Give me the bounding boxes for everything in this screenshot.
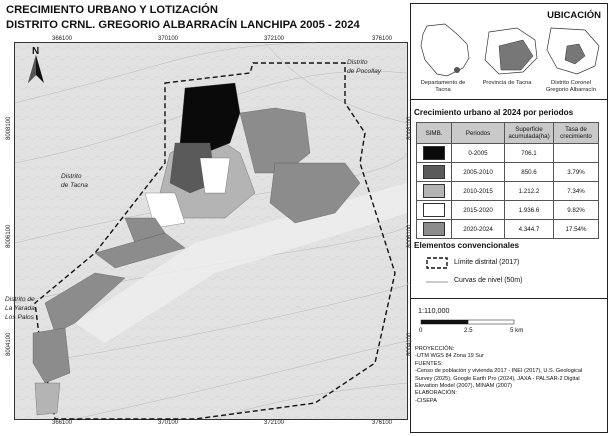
area-cell: 4.344.7 [505, 220, 554, 239]
source-line: PROYECCIÓN: [415, 346, 455, 352]
location-label-province: Provincia de Tacna [482, 80, 532, 86]
symbol-cell [417, 220, 452, 239]
right-tick: 8006100 [407, 224, 413, 248]
color-swatch [423, 184, 445, 198]
label-tacna-1: Distrito [61, 173, 82, 180]
left-tick: 8008100 [6, 116, 12, 140]
symbol-cell [417, 144, 452, 163]
legend-boundary-label: Límite distrital (2017) [454, 259, 520, 266]
bottom-tick: 366100 [52, 420, 73, 426]
area-cell: 1.212.2 [505, 182, 554, 201]
label-tacna-2: de Tacna [61, 182, 88, 189]
growth-title: Crecimiento urbano al 2024 por periodos [414, 108, 574, 117]
source-line: Survey (2025), Google Earth Pro (2024), JAXA - PALSAR-2 Digital [415, 375, 580, 382]
table-row [417, 201, 599, 220]
legend-title: Elementos convencionales [414, 241, 520, 250]
scale-bar [420, 319, 516, 325]
scale-tick-1: 2.5 [464, 327, 473, 334]
scale-ratio: 1:110,000 [418, 306, 450, 315]
tacna-department-marker [454, 67, 460, 73]
rate-cell: 7.34% [554, 182, 599, 201]
source-line: -UTM WGS 84 Zona 19 Sur [415, 353, 485, 360]
header-symbol: SIMB. [417, 123, 452, 144]
period-cell: 2005-2010 [452, 163, 505, 182]
top-tick: 372100 [264, 36, 285, 42]
right-tick: 8004100 [407, 332, 413, 356]
table-row [417, 144, 599, 163]
title-line-1: CRECIMIENTO URBANO Y LOTIZACIÓN [6, 4, 218, 16]
peru-map [421, 24, 469, 76]
color-swatch [423, 165, 445, 179]
color-swatch [423, 222, 445, 236]
divider [410, 298, 608, 299]
district-boundary-symbol [426, 257, 448, 269]
source-line: Elevation Model (2007), MINAM (2007) [415, 383, 513, 390]
location-label-district: Distrito Coronel Gregorio Albarracín [545, 80, 597, 93]
table-row [417, 220, 599, 239]
source-line: -Censo de población y vivienda 2017 - INEI (2017), U.S. Geological [415, 368, 583, 375]
symbol-cell [417, 201, 452, 220]
source-line: FUENTES: [415, 360, 443, 367]
source-line: ELABORACIÓN: [415, 390, 457, 397]
period-cell: 2010-2015 [452, 182, 505, 201]
bottom-tick: 372100 [264, 420, 285, 426]
location-title: UBICACIÓN [547, 10, 601, 21]
top-tick: 370100 [158, 36, 179, 42]
bottom-tick: 370100 [158, 420, 179, 426]
source-line: -CISEPA [415, 397, 437, 404]
title-line-2: DISTRITO CRNL. GREGORIO ALBARRACÍN LANCHIPA 2005 - 2024 [6, 18, 360, 31]
area-cell: 1.936.6 [505, 201, 554, 220]
left-tick: 8004100 [6, 332, 12, 356]
scale-tick-0: 0 [419, 327, 423, 334]
header-area: Superficie acumulada(ha) [505, 123, 554, 144]
symbol-cell [417, 182, 452, 201]
north-arrow-icon [26, 55, 46, 85]
header-rate: Tasa de crecimiento [554, 123, 599, 144]
left-tick: 8006100 [6, 224, 12, 248]
map-canvas [15, 43, 407, 419]
label-pocollay-2: de Pocollay [347, 68, 382, 75]
table-row [417, 163, 599, 182]
north-letter: N [32, 46, 40, 57]
top-tick: 366100 [52, 36, 73, 42]
top-tick: 376100 [372, 36, 393, 42]
label-yarada-3: Los Palos [5, 314, 34, 321]
source-block [415, 346, 603, 405]
rate-cell: 9.82% [554, 201, 599, 220]
period-cell: 0-2005 [452, 144, 505, 163]
location-label-department: Departamento de Tacna [420, 80, 466, 93]
color-swatch [423, 203, 445, 217]
rate-cell: 17.54% [554, 220, 599, 239]
legend-contour-label: Curvas de nivel (50m) [454, 277, 523, 284]
period-cell: 2015-2020 [452, 201, 505, 220]
rate-cell [554, 144, 599, 163]
symbol-cell [417, 163, 452, 182]
contour-symbol [426, 279, 448, 285]
scale-tick-2: 5 km [510, 327, 524, 334]
label-yarada-1: Distrito de [5, 296, 35, 303]
header-period: Periodos [452, 123, 505, 144]
growth-table [416, 122, 599, 239]
rate-cell: 3.79% [554, 163, 599, 182]
location-section [411, 4, 607, 100]
location-maps [417, 24, 603, 78]
map-title [6, 3, 360, 32]
label-pocollay-1: Distrito [347, 59, 368, 66]
growth-table-header [417, 123, 599, 144]
color-swatch [423, 146, 445, 160]
period-cell: 2020-2024 [452, 220, 505, 239]
table-row [417, 182, 599, 201]
label-yarada-2: La Yarada [5, 305, 35, 312]
bottom-tick: 376100 [372, 420, 393, 426]
area-cell: 850.6 [505, 163, 554, 182]
right-tick: 8008100 [407, 116, 413, 140]
area-cell: 706.1 [505, 144, 554, 163]
